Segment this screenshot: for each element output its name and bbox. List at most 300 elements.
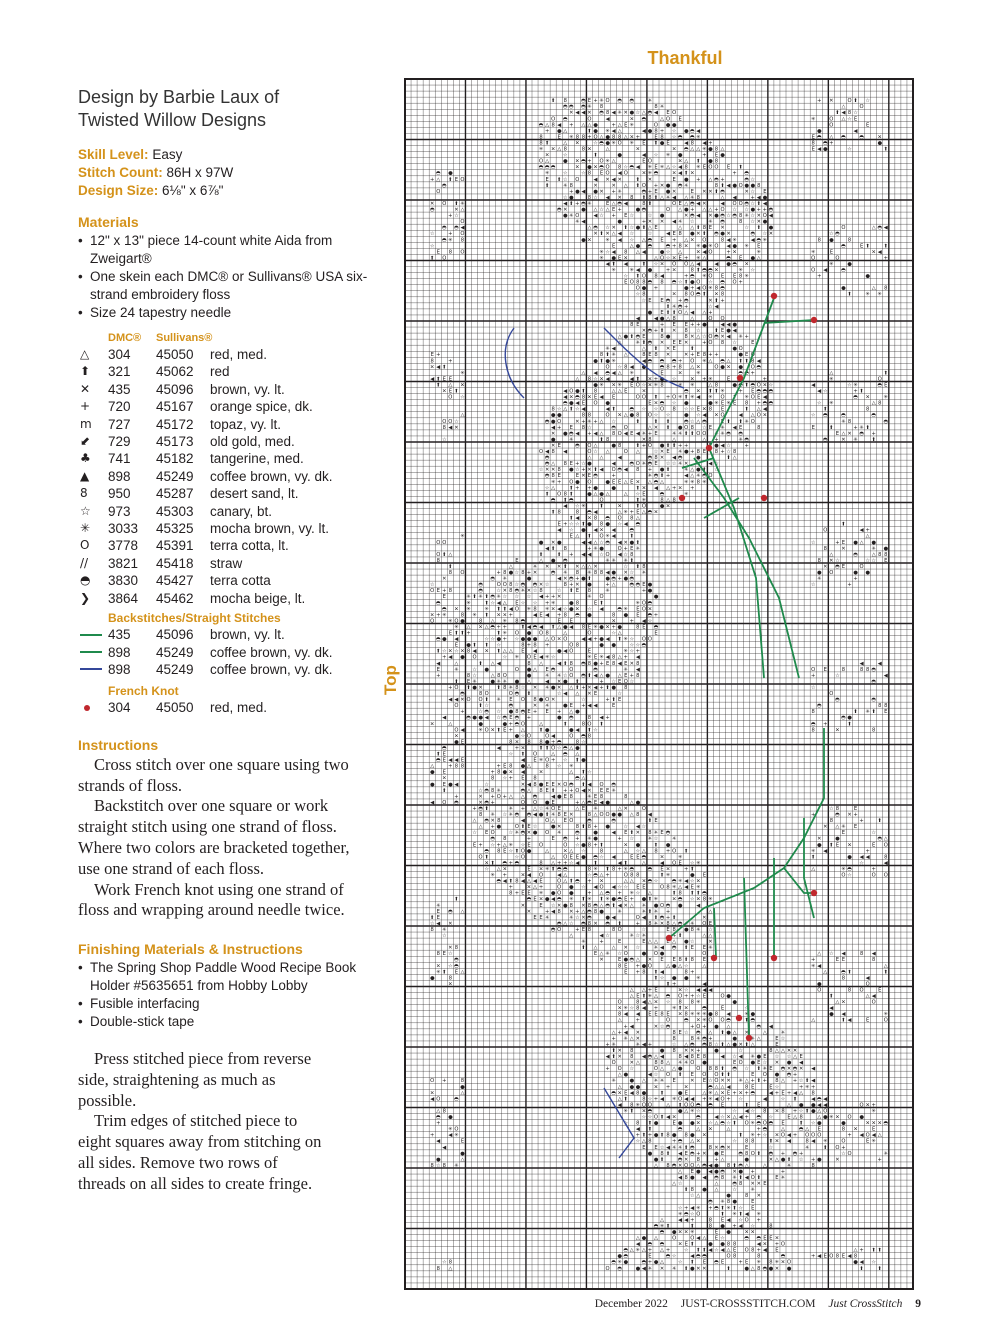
stitch-symbol: ☆ [581,171,586,177]
stitch-symbol: + [478,842,482,848]
stitch-symbol: + [599,685,603,691]
stitch-symbol: ◓ [702,1163,707,1169]
stitch-symbol: ☆ [859,860,864,866]
stitch-symbol: ✕ [696,1121,700,1127]
stitch-symbol: ☆ [678,1181,683,1187]
stitch-symbol: ◓ [660,1242,665,1248]
stitch-symbol: ☆ [484,703,489,709]
stitch-symbol: △ [642,860,646,866]
dmc-number: 3778 [108,537,156,554]
stitch-symbol: ◀ [575,727,579,733]
stitch-symbol: ☆ [563,177,568,183]
stitch-symbol: E [509,697,512,703]
stitch-symbol: O [569,649,573,655]
stitch-symbol: E [757,1060,760,1066]
stitch-symbol: △ [648,479,652,485]
stitch-symbol: ☆ [648,231,653,237]
stitch-symbol: △ [624,352,628,358]
stitch-symbol: 8 [672,316,675,322]
stitch-symbol: ☆ [763,1133,768,1139]
stitch-symbol: ☆ [611,631,616,637]
dmc-number: 321 [108,363,156,380]
stitch-symbol: + [563,522,567,528]
stitch-symbol: ◀ [702,413,706,419]
stitch-symbol: ◓ [763,1266,768,1272]
color-name: red [210,363,350,380]
stitch-symbol: △ [600,903,604,909]
stitch-symbol: ✳ [624,667,629,673]
stitch-symbol: + [745,1090,749,1096]
stitch-symbol: ✳ [745,213,750,219]
stitch-symbol: ✕ [847,842,851,848]
stitch-symbol: ✳ [684,1060,689,1066]
stitch-symbol: ◓ [877,836,882,842]
stitch-symbol: ✕ [527,588,531,594]
stitch-symbol: ☆ [672,1042,677,1048]
stitch-symbol: ● [708,1012,713,1018]
stitch-symbol: ✳ [563,183,568,189]
stitch-symbol: 8 [558,812,561,818]
stitch-symbol: + [865,848,869,854]
stitch-symbol: △ [666,963,670,969]
stitch-symbol: E [618,939,621,945]
stitch-symbol: ✕ [660,340,664,346]
key-row [78,433,368,450]
stitch-symbol: E [630,546,633,552]
stitch-symbol: ✳ [738,437,743,443]
stitch-symbol: ✕ [636,1036,640,1042]
stitch-symbol: ✳ [599,255,604,261]
stitch-symbol: ⬆ [660,1090,664,1096]
stitch-symbol: + [726,249,730,255]
stitch-symbol: E [721,407,724,413]
stitch-symbol: O [648,637,652,643]
stitch-symbol: ◓ [720,358,725,364]
stitch-symbol: + [672,485,676,491]
stitch-symbol: ✳ [654,909,659,915]
stitch-symbol: ✕ [611,225,615,231]
stitch-symbol: ☆ [545,582,550,588]
stitch-symbol: ☆ [702,425,707,431]
stitch-symbol: E [527,709,530,715]
stitch-symbol: ● [678,1066,683,1072]
stitch-symbol: + [575,201,579,207]
stitch-symbol: ☆ [726,449,731,455]
stitch-symbol: E [642,1145,645,1151]
stitch-symbol: 8 [491,788,494,794]
stitch-symbol: O [690,1060,694,1066]
stitch-symbol: ☆ [750,213,755,219]
stitch-symbol: E [709,921,712,927]
stitch-symbol: ☆ [666,249,671,255]
stitch-symbol: ⬆ [835,110,839,116]
stitch-symbol: ⬆ [539,745,543,751]
stitch-symbol: ✳ [751,1187,756,1193]
stitch-symbol: ✳ [436,903,441,909]
stitch-symbol: ● [581,237,586,243]
stitch-symbol: ☆ [575,467,580,473]
stitch-symbol: O [642,600,646,606]
stitch-symbol: ☆ [575,407,580,413]
stitch-symbol: △ [436,177,440,183]
stitch-symbol: ⬆ [611,1048,615,1054]
stitch-symbol: ⬆ [757,201,761,207]
stitch-symbol: ☆ [442,649,447,655]
stitch-symbol: 8 [588,733,591,739]
stitch-symbol: + [654,328,658,334]
stitch-symbol: ◀ [684,885,688,891]
stitch-symbol: 8 [848,237,851,243]
stitch-symbol: E [515,600,518,606]
stitch-symbol: ⬆ [642,1133,646,1139]
stitch-symbol: 8 [588,842,591,848]
stitch-symbol: O [720,413,724,419]
stitch-symbol: ◀ [721,322,725,328]
stitch-symbol: ⬆ [714,189,718,195]
stitch-symbol: ● [660,467,665,473]
stitch-symbol: ◀ [551,794,555,800]
stitch-symbol: ✕ [678,159,682,165]
stitch-symbol: ◀ [448,697,452,703]
chart-title: Thankful [560,48,810,69]
stitch-symbol: 8 [588,171,591,177]
stitch-symbol: ◓ [750,382,755,388]
stitch-symbol: ✕ [757,1181,761,1187]
stitch-symbol: + [702,153,706,159]
stitch-symbol: E [642,491,645,497]
stitch-symbol: ◓ [696,1115,701,1121]
stitch-symbol: 8 [812,709,815,715]
stitch-symbol: + [811,673,815,679]
skill-level: Skill Level: Easy [78,146,368,164]
stitch-symbol: ✕ [835,727,839,733]
stitch-symbol: O [624,171,628,177]
stitch-symbol: ☆ [629,1066,634,1072]
stitch-symbol: ◀ [636,431,640,437]
stitch-symbol: ⬆ [630,558,634,564]
stitch-symbol: E [769,1084,772,1090]
stitch-symbol: ✳ [757,249,762,255]
stitch-symbol: ✳ [678,431,683,437]
stitch-symbol: 8 [818,237,821,243]
stitch-symbol: ✳ [672,885,677,891]
stitch-symbol: 8 [654,352,657,358]
stitch-symbol: ● [509,709,514,715]
stitch-symbol: O [751,1175,755,1181]
stitch-symbol: O [720,316,724,322]
stitch-symbol: + [587,485,591,491]
stitch-symbol: ● [636,1084,641,1090]
stitch-symbol: ● [702,1060,707,1066]
stitch-symbol: △ [684,1108,688,1114]
stitch-symbol: ☆ [690,419,695,425]
stitch-symbol: 8 [630,516,633,522]
stitch-symbol: ⬆ [690,1242,694,1248]
stitch-symbol: ⬆ [666,310,670,316]
stitch-symbol: ◀ [442,715,446,721]
stitch-symbol: + [745,443,749,449]
stitch-symbol: + [599,679,603,685]
stitch-symbol: ☆ [490,600,495,606]
stitch-symbol: ☆ [454,649,459,655]
stitch-symbol: ☆ [599,540,604,546]
stitch-symbol: + [708,140,712,146]
stitch-symbol: ⬆ [859,1266,863,1272]
stitch-symbol: + [751,370,755,376]
stitch-symbol: + [684,866,688,872]
stitch-symbol: ◓ [648,510,653,516]
stitch-symbol: ☆ [690,1211,695,1217]
stitch-symbol: O [696,431,700,437]
stitch-symbol: ◀ [606,376,610,382]
stitch-symbol: 8 [884,703,887,709]
stitch-symbol: ◀ [721,1054,725,1060]
stitch-symbol: E [842,830,845,836]
stitch-symbol: ⬆ [666,443,670,449]
stitch-symbol: ☆ [738,1048,743,1054]
stitch-symbol: ✕ [672,292,676,298]
stitch-symbol: ● [605,358,610,364]
stitch-symbol: 8 [618,963,621,969]
stitch-symbol: O [811,268,815,274]
stitch-symbol: ◓ [666,1254,671,1260]
stitch-symbol: △ [545,159,549,165]
stitch-symbol: ✕ [587,516,591,522]
stitch-symbol: O [551,637,555,643]
stitch-symbol: E [654,461,657,467]
stitch-symbol: ✕ [726,1078,730,1084]
stitch-symbol: ⬆ [611,1054,615,1060]
stitch-symbol: ● [569,885,574,891]
color-name: mocha brown, vy. lt. [210,520,350,537]
stitch-symbol: ⬆ [599,503,603,509]
stitch-symbol: 8 [751,1248,754,1254]
stitch-symbol: ● [648,582,653,588]
stitch-symbol: E [842,957,845,963]
stitch-symbol: ● [696,1169,701,1175]
stitch-symbol: ● [684,927,689,933]
stitch-symbol: ✕ [648,376,652,382]
stitch-symbol: E [763,189,766,195]
stitch-symbol: ⬆ [484,643,488,649]
stitch-symbol: ⬆ [575,685,579,691]
stitch-symbol: ◓ [642,854,647,860]
stitch-symbol: ✳ [775,1260,780,1266]
stitch-symbol: E [685,1090,688,1096]
stitch-symbol: △ [460,1090,464,1096]
stitch-symbol: + [509,721,513,727]
stitch-symbol: E [685,1242,688,1248]
stitch-symbol: ☆ [521,842,526,848]
stitch-symbol: O [539,159,543,165]
stitch-symbol: ● [654,1121,659,1127]
stitch-symbol: ◓ [605,921,610,927]
stitch-symbol: ☆ [605,933,610,939]
stitch-symbol: △ [642,510,646,516]
stitch-symbol: ● [720,231,725,237]
stitch-symbol: ⬆ [611,261,615,267]
stitch-symbol: ● [527,673,532,679]
stitch-symbol: 8 [479,691,482,697]
stitch-symbol: ✳ [581,939,586,945]
stitch-symbol: ✳ [587,594,592,600]
stitch-symbol: ✳ [587,897,592,903]
stitch-symbol: ✕ [696,1266,700,1272]
stitch-symbol: ● [684,286,689,292]
stitch-symbol: O [672,261,676,267]
stitch-symbol: ◓ [871,667,876,673]
stitch-symbol: ✳ [757,1211,762,1217]
stitch-symbol: O [460,177,464,183]
stitch-symbol: ✕ [654,1084,658,1090]
stitch-symbol: △ [708,1030,712,1036]
stitch-symbol: △ [569,685,573,691]
stitch-symbol: + [605,873,609,879]
stitch-symbol: E [733,1248,736,1254]
stitch-symbol: ◀ [448,655,452,661]
stitch-symbol: ● [726,261,731,267]
stitch-symbol: ◀ [533,612,537,618]
stitch-symbol: O [702,237,706,243]
stitch-symbol: ✕ [587,147,591,153]
stitch-symbol: ✕ [732,1169,736,1175]
stitch-symbol: ☆ [750,268,755,274]
stitch-symbol: 8 [618,443,621,449]
key-rows [78,346,368,607]
stitch-symbol: + [569,122,573,128]
stitch-symbol: 8 [636,812,639,818]
stitch-symbol: 8 [824,546,827,552]
stitch-symbol: ☆ [629,237,634,243]
stitch-symbol: ◀ [624,467,628,473]
stitch-symbol: O [533,800,537,806]
stitch-symbol: E [630,854,633,860]
stitch-symbol: ✕ [823,564,827,570]
stitch-symbol: ● [841,286,846,292]
stitch-symbol: 8 [539,739,542,745]
stitch-symbol: ✕ [672,189,676,195]
stitch-symbol: E [672,322,675,328]
stitch-symbol: ◀ [727,243,731,249]
stitch-symbol: ✳ [738,1078,743,1084]
stitch-symbol: ⬆ [454,389,458,395]
stitch-symbol: 8 [715,449,718,455]
stitch-symbol: ◀ [757,358,761,364]
stitch-symbol: O [702,921,706,927]
stitch-symbol: ☆ [690,939,695,945]
stitch-symbol: △ [600,951,604,957]
stitch-symbol: ◀ [454,782,458,788]
stitch-symbol: ✕ [878,1121,882,1127]
stitch-symbol: ◀ [581,219,585,225]
stitch-symbol: ☆ [636,643,641,649]
stitch-symbol: O [600,885,604,891]
stitch-symbol: ● [678,1090,683,1096]
stitch-symbol: + [618,207,622,213]
stitch-symbol: ◀ [878,661,882,667]
stitch-symbol: ◀ [642,358,646,364]
stitch-symbol: O [702,286,706,292]
stitch-symbol: E [545,782,548,788]
stitch-symbol: ◀ [678,165,682,171]
stitch-symbol: + [497,764,501,770]
stitch-symbol: ● [660,140,665,146]
stitch-symbol: ✳ [672,1266,677,1272]
stitch-symbol: ✳ [726,1205,731,1211]
stitch-symbol: + [503,637,507,643]
stitch-symbol: ◓ [557,866,562,872]
stitch-symbol: ⬆ [684,957,688,963]
stitch-symbol: △ [696,147,700,153]
stitch-symbol: ◓ [750,1090,755,1096]
stitch-symbol: ⬆ [720,183,724,189]
stitch-symbol: ● [678,1108,683,1114]
stitch-symbol: △ [569,770,573,776]
stitch-symbol: 8 [612,431,615,437]
stitch-symbol: △ [654,1054,658,1060]
stitch-symbol: ✳ [605,951,610,957]
stitch-symbol: 8 [691,927,694,933]
stitch-symbol: ✕ [684,340,688,346]
stitch-symbol: △ [660,479,664,485]
stitch-symbol: ● [430,770,435,776]
stitch-symbol: ☆ [738,1096,743,1102]
stitch-symbol: 8 [545,764,548,770]
stitch-symbol: ✳ [454,1163,459,1169]
stitch-symbol: ◓ [484,788,489,794]
stitch-symbol: ◓ [678,1127,683,1133]
stitch-symbol: O [618,516,622,522]
french-knot-mark [771,955,777,961]
stitch-symbol: + [599,939,603,945]
stitch-symbol: ◓ [714,334,719,340]
stitch-symbol: ◀ [636,824,640,830]
stitch-symbol: 8 [582,624,585,630]
stitch-symbol: ⬆ [738,1211,742,1217]
stitch-symbol: + [605,697,609,703]
stitch-symbol: E [751,1084,754,1090]
stitch-symbol: 8 [715,183,718,189]
stitch-symbol: O [866,981,870,987]
stitch-symbol: ◓ [563,745,568,751]
stitch-symbol: ☆ [823,389,828,395]
stitch-symbol: O [763,1072,767,1078]
stitch-symbol: ◀ [848,1018,852,1024]
stitch-symbol: △ [781,1127,785,1133]
stitch-symbol: ☆ [629,836,634,842]
stitch-symbol: ● [672,1229,677,1235]
stitch-symbol: ✕ [672,897,676,903]
stitch-symbol: ☆ [660,975,665,981]
stitch-symbol: ● [744,1157,749,1163]
color-name: topaz, vy. lt. [210,416,350,433]
stitch-symbol: ✕ [539,770,543,776]
stitch-symbol: 8 [515,709,518,715]
stitch-symbol: △ [436,1108,440,1114]
stitch-symbol: ◓ [617,606,622,612]
stitch-symbol: ⬆ [484,612,488,618]
stitch-symbol: ✕ [684,352,688,358]
stitch-symbol: ◓ [563,116,568,122]
stitch-symbol: ☆ [666,255,671,261]
stitch-symbol: O [690,358,694,364]
stitch-symbol: 8 [564,546,567,552]
stitch-symbol: ✕ [690,1078,694,1084]
stitch-symbol: 8 [630,1048,633,1054]
symbol-icon: ◓ [78,572,108,589]
stitch-symbol: ◓ [841,268,846,274]
stitch-symbol: ◓ [859,431,864,437]
